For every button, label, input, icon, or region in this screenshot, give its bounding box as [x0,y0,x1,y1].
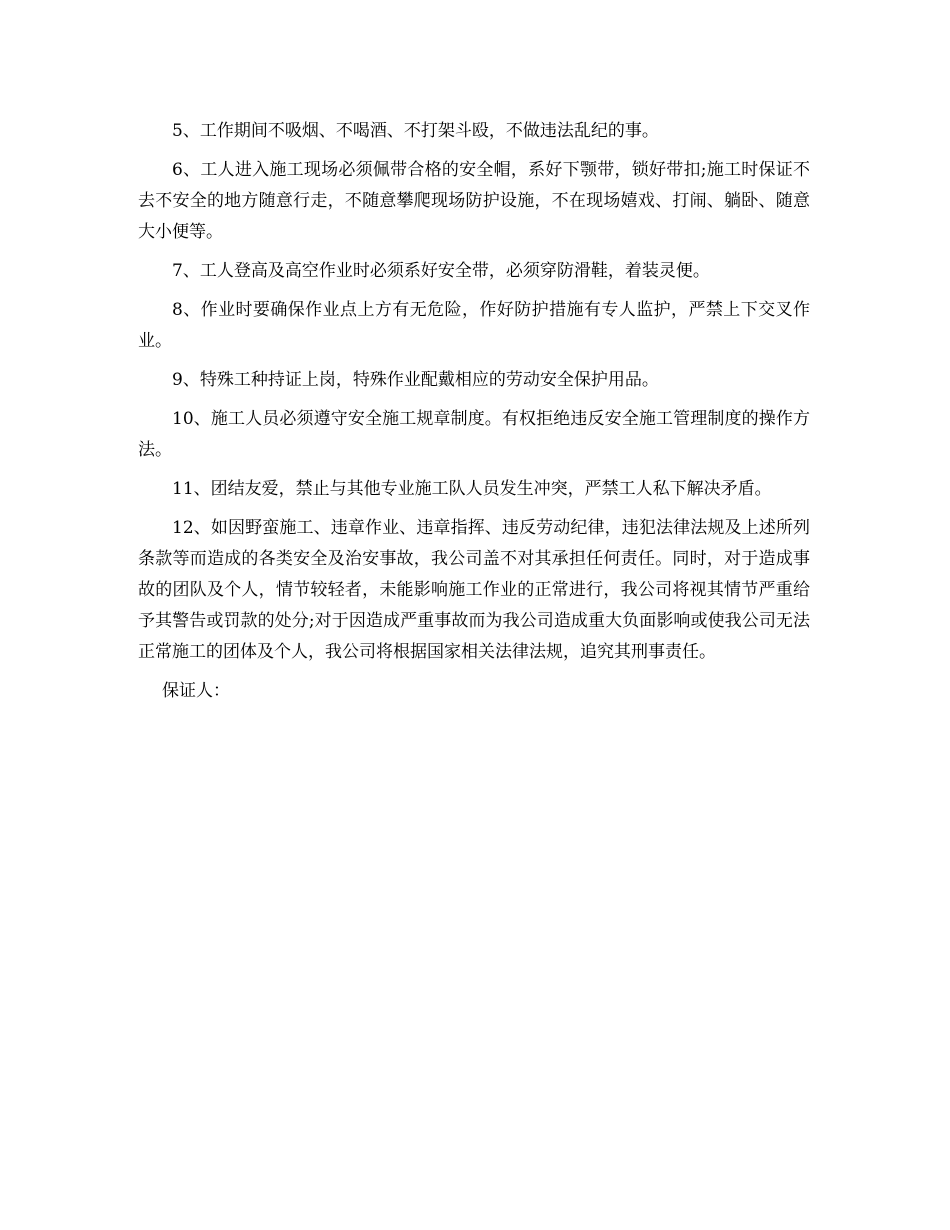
clause-5: 5、工作期间不吸烟、不喝酒、不打架斗殴，不做违法乱纪的事。 [172,121,659,141]
clause-10: 10、施工人员必须遵守安全施工规章制度。有权拒绝违反安全施工管理制度的操作方法。 [138,409,810,460]
clause-9: 9、特殊工种持证上岗，特殊作业配戴相应的劳动安全保护用品。 [172,370,659,390]
clause-11: 11、团结友爱，禁止与其他专业施工队人员发生冲突，严禁工人私下解决矛盾。 [172,479,772,499]
clause-12: 12、如因野蛮施工、违章作业、违章指挥、违反劳动纪律，违犯法律法规及上述所列条款等而造成的各类安全及治安事故，我公司盖不对其承担任何责任。同时，对于造成事故的团队及个人，情节较轻者，未能影响施工作业的正常进行，我公司将视其情节严重给予其警告或罚款的处分;对于因造成严重事故而为我公司造成重大负面影响或使我公司无法正常施工的团体及个人，我公司将根据国家相关法律法规，追究其刑事责任。 [138,518,810,662]
clause-6: 6、工人进入施工现场必须佩带合格的安全帽，系好下颚带，锁好带扣;施工时保证不去不安全的地方随意行走，不随意攀爬现场防护设施，不在现场嬉戏、打闹、躺卧、随意大小便等。 [138,160,810,242]
clause-8: 8、作业时要确保作业点上方有无危险，作好防护措施有专人监护，严禁上下交叉作业。 [138,300,810,351]
clause-7: 7、工人登高及高空作业时必须系好安全带，必须穿防滑鞋，着装灵便。 [172,261,710,281]
guarantor-signature-label: 保证人： [162,681,230,701]
document-body [138,116,810,707]
